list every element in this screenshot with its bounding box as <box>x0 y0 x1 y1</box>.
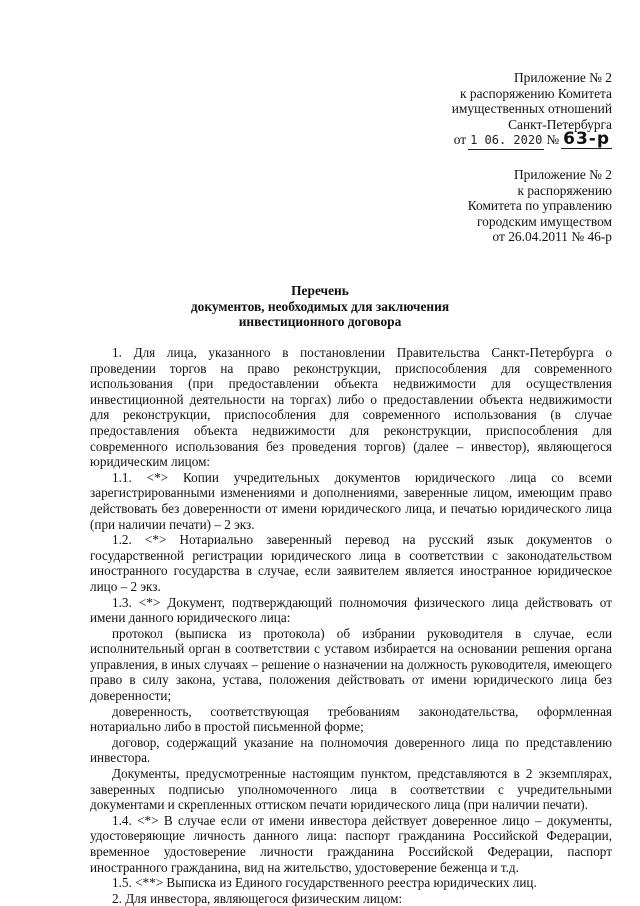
number-sign: № <box>546 132 560 147</box>
paragraph-1-2: 1.2. <*> Нотариально заверенный перевод на русский язык документов о государственной регистрации юридического лица в соответствии с законодательством иностранного государства в случае, если заявителем является иностранное юридическое лицо – 2 экз. <box>90 532 612 594</box>
paragraph-contract: договор, содержащий указание на полномочия доверенного лица по представлению инвестора. <box>90 734 612 766</box>
annex-header-2011 <box>352 167 612 245</box>
paragraph-2: 2. Для инвестора, являющегося физическим лицом: <box>112 890 403 906</box>
paragraph-1-1: 1.1. <*> Копии учредительных документов юридического лица со всеми зарегистрированными изменениями и дополнениями, заверенные лицом, имеющим право действовать без доверенности от имени юридического лица, и печатью юридического лица (при наличии печати) – 2 экз. <box>90 469 612 532</box>
annex-date: от 26.04.2011 № 46-р <box>492 229 612 244</box>
annex-ref-line: городским имуществом <box>477 213 612 229</box>
paragraph-1-4: 1.4. <*> В случае если от имени инвестора действует доверенное лицо – документы, удостоверяющие личность данного лица: паспорт гражданина Российской Федерации, временное удостоверение личности гражданина Российской Федерации, паспорт иностранного гражданина, вид на жительство, удостоверение беженца и т.д. <box>90 812 612 875</box>
paragraph-power-of-attorney: доверенность, соответствующая требованиям законодательства, оформленная нотариально либо в простой письменной форме; <box>90 703 612 735</box>
document-title <box>0 283 640 330</box>
annex-ref-line: к распоряжению <box>517 182 612 198</box>
title-line: документов, необходимых для заключения <box>190 298 450 314</box>
annex-ref-line: Комитета по управлению <box>467 198 612 213</box>
annex-header-2020 <box>352 70 612 150</box>
title-line: инвестиционного договора <box>238 314 402 329</box>
annex-date-line <box>352 129 612 150</box>
handwritten-date: 1 06. 2020 <box>468 133 544 150</box>
document-body <box>90 345 612 906</box>
annex-title: Приложение № 2 <box>513 167 612 182</box>
paragraph-1: 1. Для лица, указанного в постановлении Правительства Санкт-Петербурга о проведении торгов на право реконструкции, приспособления для современного использования (при предоставлении объекта недвижимости для осуществления инвестиционной деятельности на торгах) либо о предоставлении объекта недвижимости для реконструкции, приспособления для современного использования (в случае предоставления объекта недвижимости для реконструкции, приспособления для современного использования без проведения торгов) (далее – инвестор), являющегося юридическим лицом: <box>90 345 612 470</box>
annex-ref-line: имущественных отношений <box>451 101 612 116</box>
annex-ref-line: к распоряжению Комитета <box>460 85 612 101</box>
paragraph-documents-note: Документы, предусмотренные настоящим пунктом, представляются в 2 экземплярах, заверенных подписью уполномоченного лица в соответствии с учредительными документами и скрепленных оттиском печати юридического лица (при наличии печати). <box>90 766 612 813</box>
paragraph-1-3: 1.3. <*> Документ, подтверждающий полномочия физического лица действовать от имени данного юридического лица: <box>90 594 612 626</box>
paragraph-protocol: протокол (выписка из протокола) об избрании руководителя в случае, если исполнительный орган в соответствии с уставом избирается на основании решения органа управления, в иных случаях – решение о назначении на должность руководителя, имеющего право в силу закона, устава, положения действовать от имени юридического лица без доверенности; <box>90 625 612 704</box>
title-line: Перечень <box>291 283 349 298</box>
date-prefix: от <box>453 132 467 147</box>
annex-ref-line: Санкт-Петербурга <box>508 116 612 132</box>
handwritten-number: 63-р <box>563 129 610 149</box>
annex-title: Приложение № 2 <box>513 70 612 85</box>
paragraph-1-5: 1.5. <**> Выписка из Единого государственного реестра юридических лиц. <box>112 875 537 891</box>
